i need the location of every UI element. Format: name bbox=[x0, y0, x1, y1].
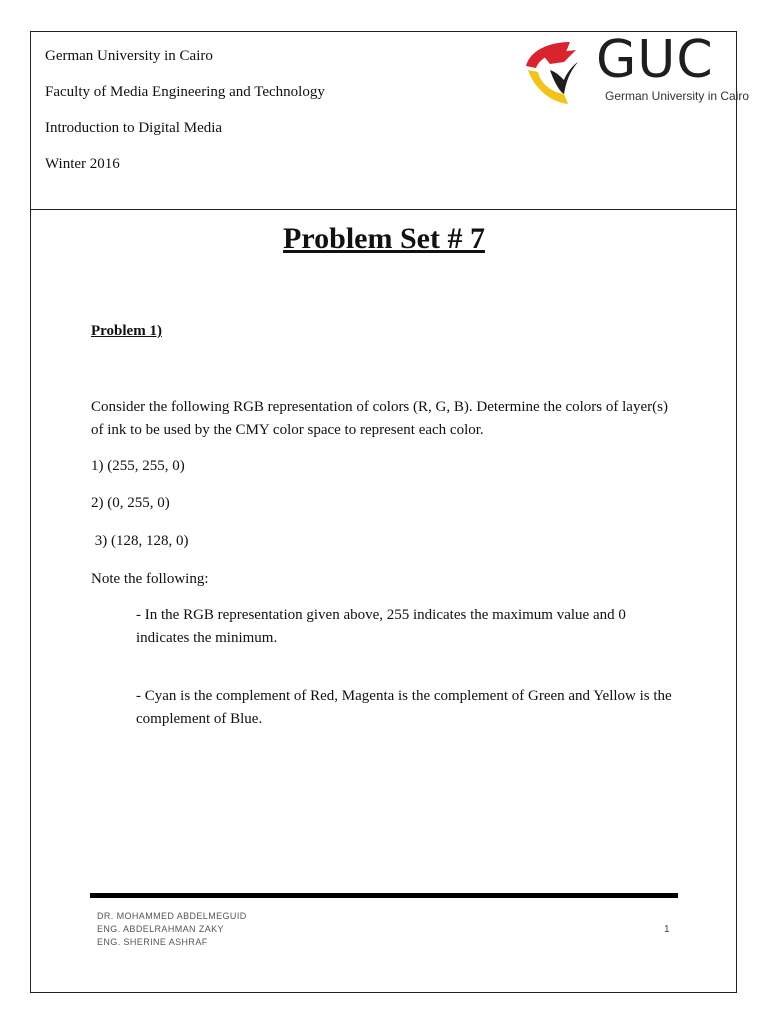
guc-logo bbox=[520, 30, 750, 112]
page-frame bbox=[30, 31, 737, 993]
footer-rule bbox=[90, 893, 678, 898]
page-number: 1 bbox=[664, 924, 670, 935]
note-item-1: - In the RGB representation given above, 255 indicates the maximum value and 0 indicates the minimum. bbox=[136, 607, 626, 646]
footer-name-3: ENG. SHERINE ASHRAF bbox=[97, 937, 208, 947]
logo-subtitle: German University in Cairo bbox=[605, 89, 750, 103]
term: Winter 2016 bbox=[45, 156, 120, 172]
page-title: Problem Set # 7 bbox=[283, 222, 485, 255]
rgb-item-2: 2) (0, 255, 0) bbox=[91, 495, 170, 511]
university-name: German University in Cairo bbox=[45, 48, 213, 64]
logo-wordmark: GUC bbox=[596, 30, 714, 90]
problem-heading: Problem 1) bbox=[91, 323, 162, 339]
faculty-name: Faculty of Media Engineering and Technology bbox=[45, 84, 325, 100]
course-name: Introduction to Digital Media bbox=[45, 120, 223, 136]
header-divider bbox=[30, 209, 737, 210]
guc-emblem-icon bbox=[520, 36, 594, 110]
rgb-item-1: 1) (255, 255, 0) bbox=[91, 458, 185, 474]
note-item-2: - Cyan is the complement of Red, Magenta is the complement of Green and Yellow is the complement of Blue. bbox=[136, 688, 672, 727]
rgb-item-3: 3) (128, 128, 0) bbox=[91, 533, 189, 549]
note-label: Note the following: bbox=[91, 571, 209, 587]
footer-name-1: DR. MOHAMMED ABDELMEGUID bbox=[97, 911, 247, 921]
problem-intro: Consider the following RGB representation of colors (R, G, B). Determine the colors of layer(s) of ink to be used by the CMY color space to represent each color. bbox=[91, 399, 668, 438]
footer-name-2: ENG. ABDELRAHMAN ZAKY bbox=[97, 924, 224, 934]
